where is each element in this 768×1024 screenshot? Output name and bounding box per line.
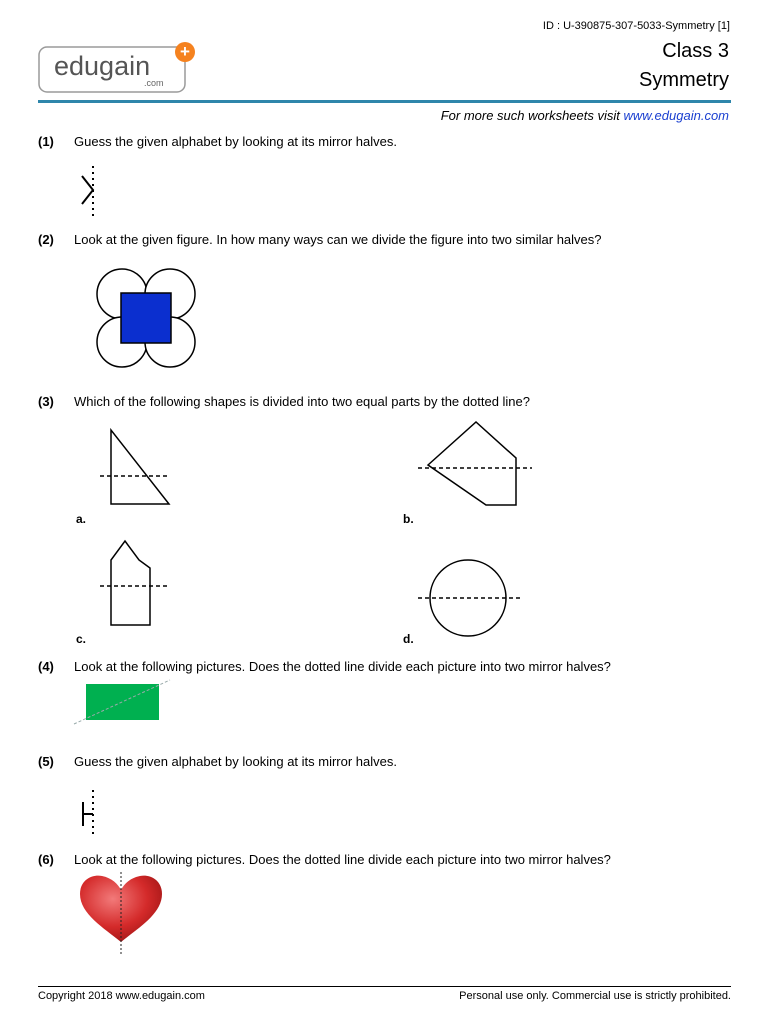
- header-rule: [38, 100, 731, 103]
- q3-option-c-label[interactable]: c.: [76, 632, 87, 646]
- promo-text: For more such worksheets visit: [440, 108, 620, 123]
- q6-heart-figure: [74, 870, 174, 960]
- class-title: Class 3: [662, 40, 729, 62]
- q3-option-d-circle: [416, 560, 526, 640]
- q5-half-letter-figure: [76, 788, 116, 838]
- question-6-number: (6): [38, 852, 54, 867]
- question-5-text: Guess the given alphabet by looking at its mirror halves.: [74, 754, 398, 769]
- question-1-number: (1): [38, 134, 54, 149]
- q3-option-a-triangle: [98, 424, 178, 514]
- subject-title: Symmetry: [639, 69, 729, 91]
- q3-option-b-pentagon: [414, 418, 544, 508]
- promo-line: [441, 108, 729, 123]
- edugain-logo: [38, 42, 198, 94]
- q3-option-a-label[interactable]: a.: [76, 512, 87, 526]
- question-1-text: Guess the given alphabet by looking at its mirror halves.: [74, 134, 398, 149]
- logo-wordmark: edugain: [54, 51, 151, 81]
- footer-notice: Personal use only. Commercial use is strictly prohibited.: [459, 990, 731, 1002]
- question-4-number: (4): [38, 659, 54, 674]
- q3-option-b-label[interactable]: b.: [403, 512, 414, 526]
- q4-green-rectangle-figure: [72, 680, 182, 730]
- footer-rule: [38, 986, 731, 987]
- q1-half-letter-figure: [76, 164, 116, 224]
- question-4-text: Look at the following pictures. Does the dotted line divide each picture into two mirror halves?: [74, 659, 611, 674]
- question-3-text: Which of the following shapes is divided into two equal parts by the dotted line?: [74, 394, 530, 409]
- question-5-number: (5): [38, 754, 54, 769]
- q2-flower-square-figure: [92, 264, 202, 374]
- plus-badge-icon: +: [175, 42, 195, 62]
- promo-link[interactable]: www.edugain.com: [623, 108, 729, 123]
- logo-domain: .com: [144, 78, 164, 88]
- question-2-text: Look at the given figure. In how many ways can we divide the figure into two similar halves?: [74, 232, 602, 247]
- question-2-number: (2): [38, 232, 54, 247]
- question-3-number: (3): [38, 394, 54, 409]
- question-6-text: Look at the following pictures. Does the dotted line divide each picture into two mirror halves?: [74, 852, 611, 867]
- footer-copyright: Copyright 2018 www.edugain.com: [38, 990, 205, 1002]
- q3-option-c-house: [98, 538, 178, 638]
- worksheet-id: ID : U-390875-307-5033-Symmetry [1]: [542, 20, 730, 32]
- q3-option-d-label[interactable]: d.: [403, 632, 414, 646]
